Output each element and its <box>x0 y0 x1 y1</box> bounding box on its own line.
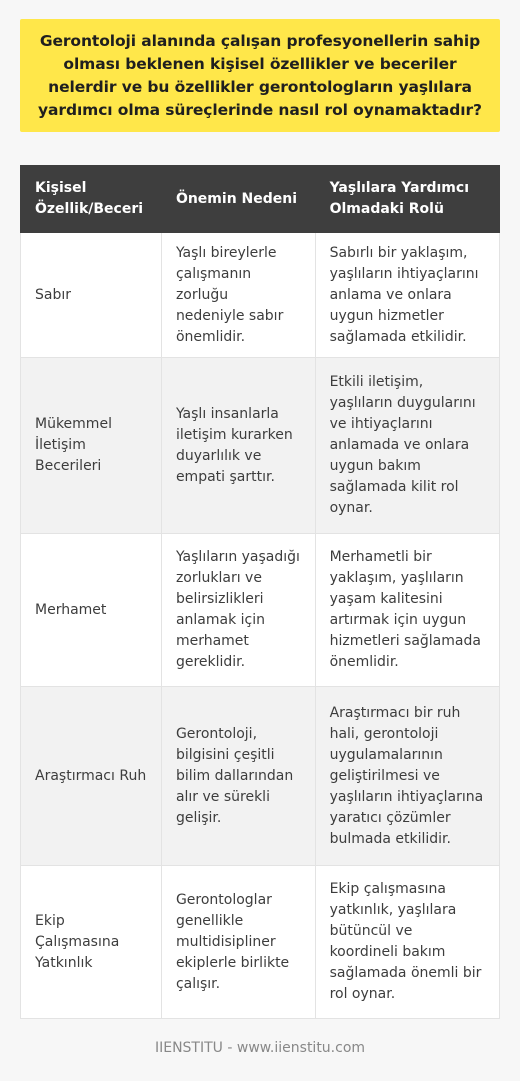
question-banner <box>20 19 500 132</box>
table-row <box>21 866 500 1019</box>
traits-table <box>20 165 500 1019</box>
cell-reason: Yaşlı insanlarla iletişim kurarken duyarlılık ve empati şarttır. <box>161 358 315 534</box>
cell-trait: Merhamet <box>21 534 162 687</box>
cell-trait: Mükemmel İletişim Becerileri <box>21 358 162 534</box>
cell-role: Ekip çalışmasına yatkınlık, yaşlılara bütüncül ve koordineli bakım sağlamada önemli bir rol oynar. <box>315 866 499 1019</box>
table-row <box>21 233 500 358</box>
cell-trait: Sabır <box>21 233 162 358</box>
cell-reason: Gerontologlar genellikle multidisipliner ekiplerle birlikte çalışır. <box>161 866 315 1019</box>
table-header-row <box>21 166 500 233</box>
cell-reason: Gerontoloji, bilgisini çeşitli bilim dallarından alır ve sürekli gelişir. <box>161 687 315 866</box>
cell-role: Sabırlı bir yaklaşım, yaşlıların ihtiyaçlarını anlama ve onlara uygun hizmetler sağlamada etkilidir. <box>315 233 499 358</box>
table-row <box>21 687 500 866</box>
column-header-reason: Önemin Nedeni <box>161 166 315 233</box>
cell-trait: Araştırmacı Ruh <box>21 687 162 866</box>
cell-role: Etkili iletişim, yaşlıların duygularını ve ihtiyaçlarını anlamada ve onlara uygun bakım sağlamada kilit rol oynar. <box>315 358 499 534</box>
cell-role: Araştırmacı bir ruh hali, gerontoloji uygulamalarının geliştirilmesi ve yaşlıların ihtiyaçlarına yaratıcı çözümler bulmada etkilidir. <box>315 687 499 866</box>
column-header-role: Yaşlılara Yardımcı Olmadaki Rolü <box>315 166 499 233</box>
cell-trait: Ekip Çalışmasına Yatkınlık <box>21 866 162 1019</box>
cell-role: Merhametli bir yaklaşım, yaşlıların yaşam kalitesini artırmak için uygun hizmetleri sağlamada önemlidir. <box>315 534 499 687</box>
table-row <box>21 358 500 534</box>
cell-reason: Yaşlıların yaşadığı zorlukları ve belirsizlikleri anlamak için merhamet gereklidir. <box>161 534 315 687</box>
footer-credit: IIENSTITU - www.iienstitu.com <box>154 1040 366 1056</box>
table-row <box>21 534 500 687</box>
cell-reason: Yaşlı bireylerle çalışmanın zorluğu nedeniyle sabır önemlidir. <box>161 233 315 358</box>
question-title: Gerontoloji alanında çalışan profesyonellerin sahip olması beklenen kişisel özellikler ve beceriler nelerdir ve bu özellikler gerontologların yaşlılara yardımcı olma süreçlerinde nasıl rol oynamaktadır? <box>38 31 482 119</box>
column-header-trait: Kişisel Özellik/Beceri <box>21 166 162 233</box>
